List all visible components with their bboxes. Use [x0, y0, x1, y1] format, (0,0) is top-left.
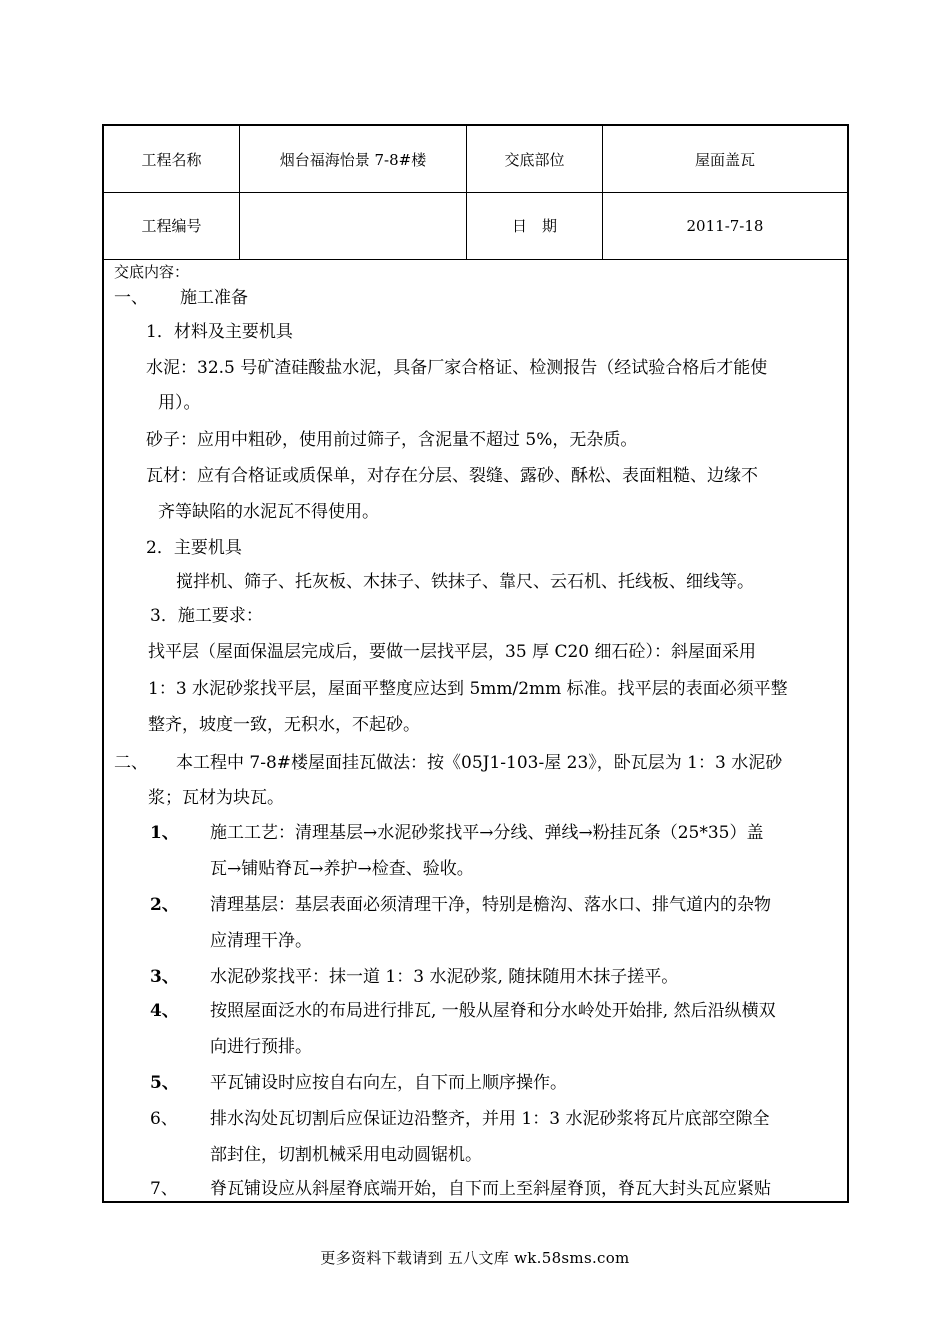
tools-line: 搅拌机、筛子、托灰板、木抹子、铁抹子、靠尺、云石机、托线板、细线等。 — [176, 572, 754, 592]
section1-number: 一、 — [114, 288, 148, 308]
sand-line: 砂子：应用中粗砂，使用前过筛子，含泥量不超过 5%，无杂质。 — [146, 430, 638, 450]
disclosure-part-label: 交底部位 — [466, 126, 602, 192]
requirement-line-3: 整齐，坡度一致，无积水，不起砂。 — [148, 715, 420, 735]
cement-line-2: 用）。 — [158, 393, 201, 413]
header-row-2 — [104, 192, 847, 260]
requirement-line-1: 找平层（屋面保温层完成后，要做一层找平层，35 厚 C20 细石砼）：斜屋面采用 — [148, 642, 756, 662]
section1-title: 施工准备 — [180, 288, 248, 308]
date-value: 2011-7-18 — [602, 192, 847, 259]
project-number-value — [239, 192, 466, 259]
step-2-line-1: 清理基层：基层表面必须清理干净，特别是檐沟、落水口、排气道内的杂物 — [210, 895, 771, 915]
disclosure-part-value: 屋面盖瓦 — [602, 126, 847, 192]
step-6-line-1: 排水沟处瓦切割后应保证边沿整齐，并用 1：3 水泥砂浆将瓦片底部空隙全 — [210, 1109, 770, 1129]
requirement-line-2: 1：3 水泥砂浆找平层，屋面平整度应达到 5mm/2mm 标准。找平层的表面必须平整 — [148, 679, 788, 699]
content-intro: 交底内容： — [114, 263, 190, 281]
section2-line-1: 本工程中 7-8#楼屋面挂瓦做法：按《05J1-103-屋 23》，卧瓦层为 1：3 水泥砂 — [176, 753, 783, 773]
step-5-line-1: 平瓦铺设时应按自右向左，自下而上顺序操作。 — [210, 1073, 567, 1093]
step-1-line-1: 施工工艺：清理基层→水泥砂浆找平→分线、弹线→粉挂瓦条（25*35）盖 — [210, 823, 764, 843]
tile-line-2: 齐等缺陷的水泥瓦不得使用。 — [158, 502, 379, 522]
disclosure-form — [102, 124, 849, 1203]
step-4-line-1: 按照屋面泛水的布局进行排瓦, 一般从屋脊和分水岭处开始排, 然后沿纵横双 — [210, 1001, 776, 1021]
project-name-label: 工程名称 — [141, 150, 202, 169]
step-7-number: 7、 — [150, 1179, 178, 1199]
step-2-line-2: 应清理干净。 — [210, 931, 312, 951]
section2-number: 二、 — [114, 753, 148, 773]
step-3-number: 3、 — [150, 967, 179, 987]
item1-title: 1．材料及主要机具 — [146, 322, 293, 342]
date-label: 日 期 — [466, 192, 602, 259]
step-4-number: 4、 — [150, 1001, 179, 1021]
step-6-number: 6、 — [150, 1109, 178, 1129]
step-1-number: 1、 — [150, 823, 179, 843]
project-name-value: 烟台福海怡景 7-8#楼 — [239, 126, 466, 192]
step-3-line-1: 水泥砂浆找平：抹一道 1：3 水泥砂浆, 随抹随用木抹子搓平。 — [210, 967, 679, 987]
cement-line-1: 水泥：32.5 号矿渣硅酸盐水泥，具备厂家合格证、检测报告（经试验合格后才能使 — [146, 358, 768, 378]
item3-title: 3．施工要求： — [150, 606, 263, 626]
step-2-number: 2、 — [150, 895, 179, 915]
tile-line-1: 瓦材：应有合格证或质保单，对存在分层、裂缝、露砂、酥松、表面粗糙、边缘不 — [146, 466, 758, 486]
footer-download-note: 更多资料下载请到 五八文库 wk.58sms.com — [320, 1249, 630, 1267]
step-5-number: 5、 — [150, 1073, 179, 1093]
step-7-line-1: 脊瓦铺设应从斜屋脊底端开始，自下而上至斜屋脊顶，脊瓦大封头瓦应紧贴 — [210, 1179, 771, 1199]
header-row-1 — [104, 126, 847, 193]
step-6-line-2: 部封住，切割机械采用电动圆锯机。 — [210, 1145, 482, 1165]
step-1-line-2: 瓦→铺贴脊瓦→养护→检查、验收。 — [210, 859, 474, 879]
project-number-label: 工程编号 — [141, 217, 202, 235]
step-4-line-2: 向进行预排。 — [210, 1037, 312, 1057]
section2-line-2: 浆；瓦材为块瓦。 — [148, 788, 284, 808]
item2-title: 2．主要机具 — [146, 538, 242, 558]
